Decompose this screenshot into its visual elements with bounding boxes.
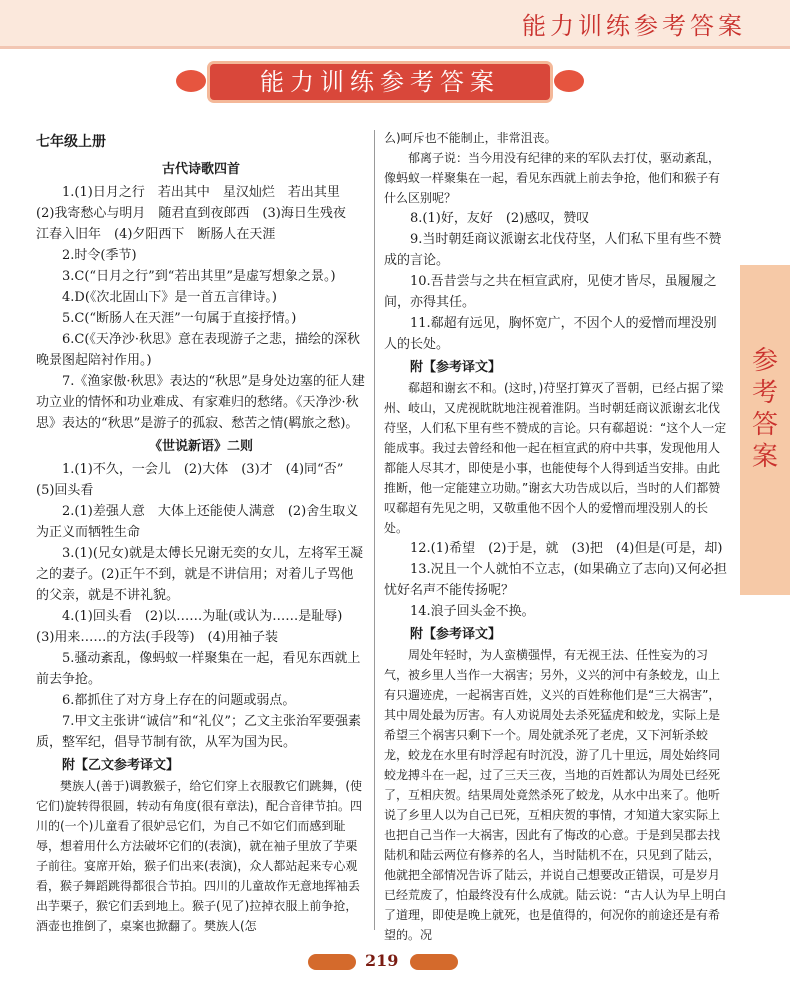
carriage-ornament-left-icon [308, 954, 356, 970]
answer-item: 3.(1)(兄女)就是太傅长兄谢无奕的女儿，左将军王凝之的妻子。(2)正午不到，就是不讲信用；对着儿子骂他的父亲，就是不讲礼貌。 [36, 546, 363, 603]
translation-text: 樊族人(善于)调教猴子，给它们穿上衣服教它们跳舞，(使它们)旋转得很圆，转动有角度(很有章法)，配合音律节拍。四川的(一个)儿童看了很妒忌它们，为自己不如它们而感到耻辱，想着用什么方法破坏它们的(表演)，就在袖子里放了芋栗子前往。宴席开始，猴子们出来(表演)，众人都站起来专心观看，猴子舞蹈跳得都很合节拍。四川的儿童故作无意地挥袖丢出芋栗子，猴它们丢到地上。猴子(见了)拉掉衣服上前争抢，酒壶也推倒了，桌案也掀翻了。樊族人(怎 [36, 779, 363, 933]
answer-item: 7.甲文主张讲“诚信”和“礼仪”；乙文主张治军要强素质，整军纪，倡导节制有欲，从军为国为民。 [36, 714, 361, 750]
section-title: 古代诗歌四首 [161, 162, 240, 177]
answer-item: 1.(1)日月之行 若出其中 星汉灿烂 若出其里 [62, 185, 340, 200]
answer-item: 4.D(《次北固山下》是一首五言律诗。) [62, 290, 277, 305]
header-bar [0, 0, 790, 46]
right-column [384, 128, 728, 945]
answer-item: 2.(1)差强人意 大体上还能使人满意 (2)舍生取义 为正义而牺牲生命 [36, 504, 372, 540]
page-footer [0, 948, 790, 978]
answer-item: (2)我寄愁心与明月 随君直到夜郎西 (3)海日生残夜 江春入旧年 (4)夕阳西下 断肠人在天涯 [36, 206, 359, 242]
answer-item: 6.都抓住了对方身上存在的问题或弱点。 [62, 693, 296, 708]
carriage-ornament-right-icon [410, 954, 458, 970]
translation-heading: 附【参考译文】 [410, 360, 502, 375]
header-title: 能力训练参考答案 [522, 12, 746, 40]
answer-item: 14.浪子回头金不换。 [410, 604, 535, 619]
answer-item: 13.况且一个人就怕不立志，(如果确立了志向)又何必担忧好名声不能传扬呢？ [384, 562, 727, 598]
answer-item: 12.(1)希望 (2)于是，就 (3)把 (4)但是(可是，却) [410, 541, 723, 556]
section-title: 《世说新语》二则 [148, 439, 253, 454]
page-number: 219 [365, 951, 399, 970]
column-divider [374, 130, 375, 930]
answer-item: 4.(1)回头看 (2)以……为耻(或认为……是耻辱) (3)用来……的方法(手段等) (4)用袖子装 [36, 609, 356, 645]
answer-item: 5.C(“断肠人在天涯”一句属于直接抒情。) [62, 311, 297, 326]
translation-text: 郗超和谢玄不和。(这时，)苻坚打算灭了晋朝，已经占据了梁州、岐山，又虎视眈眈地注视着淮阴。当时朝廷商议派谢玄北伐苻坚，人们私下里有些不赞成的言论。只有郗超说：“这个人一定能成事。我过去曾经和他一起在桓宣武的府中共事，发现他用人都能人尽其才，即使是小事，也能使每个人得到适当安排。由此推断，他一定能建立功勋。”谢玄大功告成以后，当时的人们都赞叹郗超有先见之明，又敬重他不因个人的爱憎而埋没别人的长处。 [384, 381, 727, 535]
answer-item: 8.(1)好，友好 (2)感叹，赞叹 [410, 211, 590, 226]
translation-heading: 附【参考译文】 [410, 627, 502, 642]
cloud-ornament-left-icon [176, 70, 206, 92]
translation-text: 郁离子说：当今用没有纪律的来的军队去打仗，驱动紊乱，像蚂蚁一样聚集在一起，看见东西就上前去争抢，他们和猴子有什么区别呢？ [384, 151, 721, 205]
grade-heading: 七年级上册 [36, 134, 106, 150]
side-tab-label: 参考答案 [751, 346, 778, 472]
header-rule [0, 46, 790, 49]
answer-item: 3.C(“日月之行”到“若出其里”是虚写想象之景。) [62, 269, 336, 284]
left-column [36, 128, 372, 936]
translation-text: 么)呵斥也不能制止，非常沮丧。 [384, 131, 557, 145]
answer-item: 6.C(《天净沙·秋思》意在表现游子之悲，描绘的深秋晚景图起陪衬作用。) [36, 332, 361, 368]
answer-item: 2.时令(季节) [62, 248, 137, 263]
answer-item: 5.骚动紊乱，像蚂蚁一样聚集在一起，看见东西就上前去争抢。 [36, 651, 361, 687]
translation-text: 周处年轻时，为人蛮横强悍，有无视王法、任性妄为的习气，被乡里人当作一大祸害；另外，义兴的河中有条蛟龙，山上有只遛迹虎，一起祸害百姓，义兴的百姓称他们是“三大祸害”，其中周处最为厉害。有人劝说周处去杀死猛虎和蛟龙，实际上是希望三个祸害只剩下一个。周处就杀死了老虎，又下河斩杀蛟龙，蛟龙在水里有时浮起有时沉没，游了几十里远，周处始终同蛟龙搏斗在一起，过了三天三夜，当地的百姓都认为周处已经死了，互相庆贺。结果周处竟然杀死了蛟龙，从水中出来了。他听说了乡里人以为自己已死，互相庆贺的事情，才知道大家实际上也把自己当作一大祸害，因此有了悔改的心意。于是到吴郡去找陆机和陆云两位有修养的名人，当时陆机不在，只见到了陆云，他就把全部情况告诉了陆云，并说自己想要改正错误，可是岁月已经荒废了，怕最终没有什么成就。陆云说：“古人认为早上明白了道理，即使是晚上就死，也是值得的，何况你的前途还是有希望的。况 [384, 648, 727, 942]
answer-item: 10.吾昔尝与之共在桓宣武府，见使才皆尽，虽履履之间，亦得其任。 [384, 274, 717, 310]
answer-item: 1.(1)不久，一会儿 (2)大体 (3)才 (4)同“否” (5)回头看 [36, 462, 357, 498]
answer-item: 7.《渔家傲·秋思》表达的“秋思”是身处边塞的征人建功立业的情怀和功业难成、有家难归的愁绪。《天净沙·秋思》表达的“秋思”是游子的孤寂、愁苦之情(羁旅之愁)。 [36, 374, 365, 431]
answer-item: 9.当时朝廷商议派谢玄北伐苻坚，人们私下里有些不赞成的言论。 [384, 232, 722, 268]
banner-title: 能力训练参考答案 [260, 68, 500, 96]
title-banner [170, 58, 590, 104]
answer-item: 11.郗超有远见，胸怀宽广，不因个人的爱憎而埋没别人的长处。 [384, 316, 717, 352]
cloud-ornament-right-icon [554, 70, 584, 92]
translation-heading: 附【乙文参考译文】 [62, 758, 180, 773]
